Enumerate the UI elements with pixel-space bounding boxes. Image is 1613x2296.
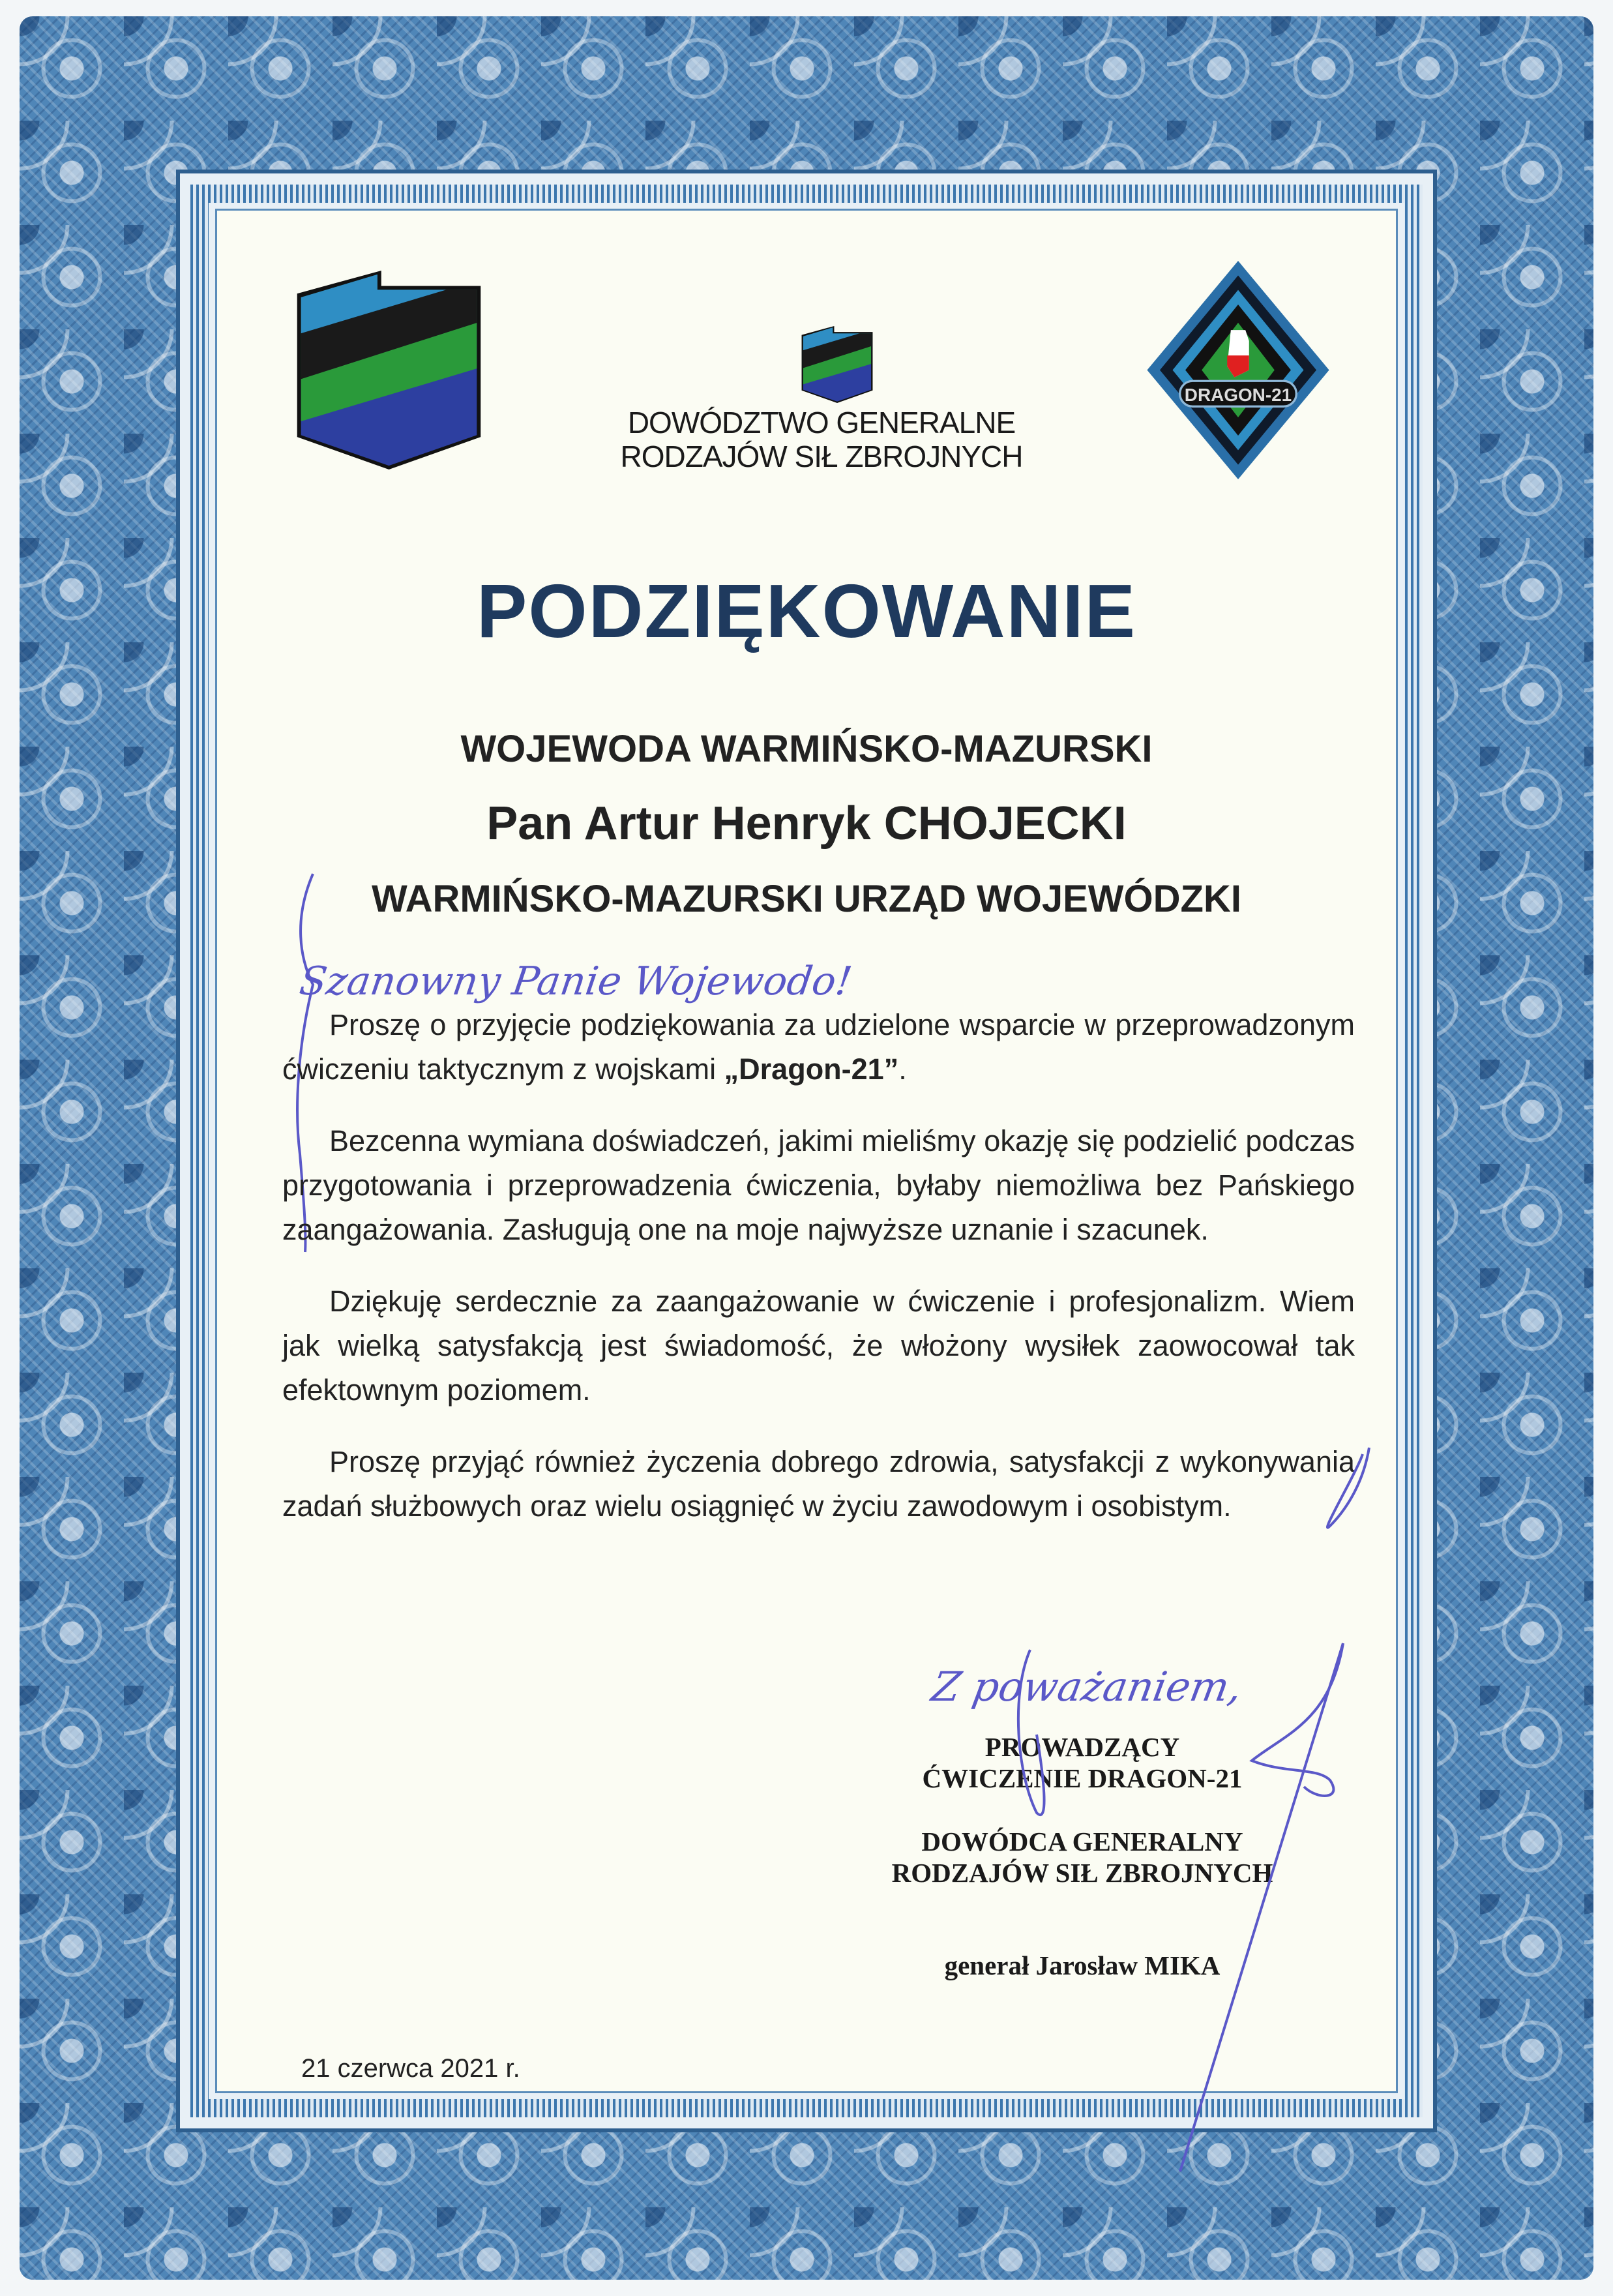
document-date: 21 czerwca 2021 r. <box>301 2054 520 2083</box>
page-title: PODZIĘKOWANIE <box>476 569 1137 653</box>
paragraph-1-end: . <box>898 1052 907 1086</box>
paragraph-1 <box>282 1003 1355 1092</box>
recipient-name: Pan Artur Henryk CHOJECKI <box>486 798 1127 850</box>
paragraph-1-text: Proszę o przyjęcie podziękowania za udzielone wsparcie w przeprowadzonym ćwiczeniu taktycznym z wojskami <box>282 1008 1355 1086</box>
command-emblem-large <box>293 271 485 470</box>
signatory-name: generał Jarosław MIKA <box>944 1950 1221 1980</box>
role1-line1: PROWADZĄCY <box>984 1732 1180 1762</box>
handwritten-closing: Z poważaniem, <box>928 1663 1246 1710</box>
org-name-line2: RODZAJÓW SIŁ ZBROJNYCH <box>620 440 1023 473</box>
recipient-position: WOJEWODA WARMIŃSKO-MAZURSKI <box>460 728 1153 770</box>
dragon-21-badge <box>1146 261 1330 479</box>
command-emblem-small <box>798 326 876 403</box>
role2-line1: DOWÓDCA GENERALNY <box>921 1826 1243 1856</box>
exercise-name: „Dragon-21” <box>724 1052 899 1086</box>
role2-line2: RODZAJÓW SIŁ ZBROJNYCH <box>891 1858 1273 1888</box>
paragraph-4: Proszę przyjąć również życzenia dobrego zdrowia, satysfakcji z wykonywania zadań służbowych oraz wielu osiągnięć w życiu zawodowym i osobistym. <box>282 1445 1355 1523</box>
handwritten-greeting: Szanowny Panie Wojewodo! <box>297 959 855 1004</box>
org-name-line1: DOWÓDZTWO GENERALNE <box>627 406 1016 440</box>
handwritten-signature <box>978 1435 1434 2184</box>
recipient-office: WARMIŃSKO-MAZURSKI URZĄD WOJEWÓDZKI <box>372 878 1241 920</box>
paragraph-3: Dziękuję serdecznie za zaangażowanie w ćwiczenie i profesjonalizm. Wiem jak wielką satysfakcją jest świadomość, że włożony wysiłek zaowocował tak efektownym poziomem. <box>282 1285 1355 1407</box>
dragon-badge-label: DRAGON-21 <box>1184 384 1292 405</box>
role1-line2: ĆWICZENIE DRAGON-21 <box>922 1763 1243 1793</box>
paragraph-2: Bezcenna wymiana doświadczeń, jakimi mieliśmy okazję się podzielić podczas przygotowania i przeprowadzenia ćwiczenia, byłaby niemożliwa bez Pańskiego zaangażowania. Zasługują one na moje najwyższe uznanie i szacunek. <box>282 1124 1355 1246</box>
